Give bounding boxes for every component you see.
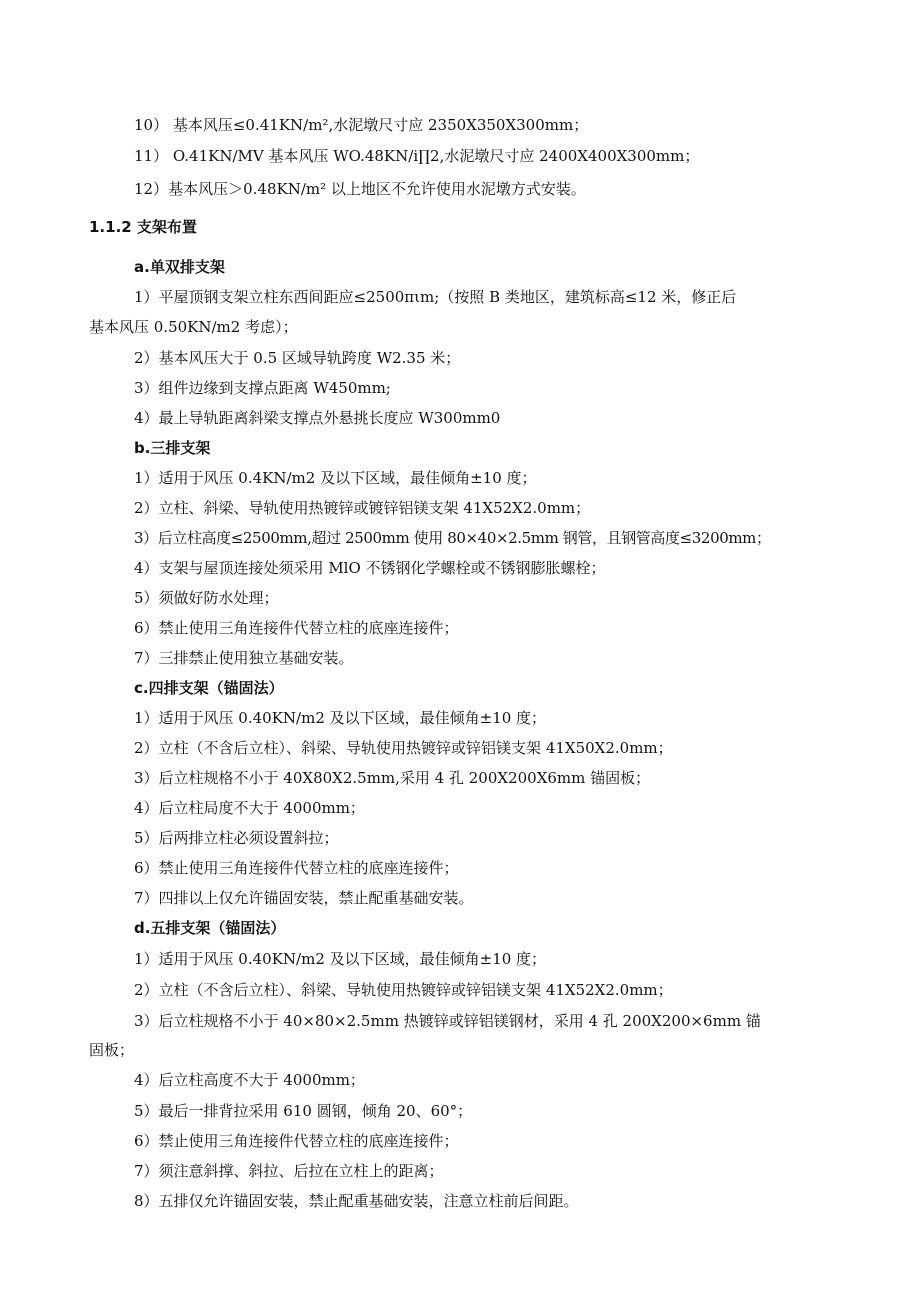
subsection-b-item-2: 2）立柱、斜梁、导轨使用热镀锌或镀锌铝镁支架 41X52X2.0mm； (134, 499, 591, 517)
subsection-b-item-4: 4）支架与屋顶连接处须采用 MlO 不锈钢化学螺栓或不锈钢膨胀螺栓； (134, 559, 606, 577)
subsection-d-item-6: 6）禁止使用三角连接件代替立柱的底座连接件； (134, 1132, 459, 1150)
subsection-b-item-3: 3）后立柱高度≤2500mm,超过 2500mm 使用 80×40×2.5mm 钢管，且钢管高度≤3200mm； (134, 529, 771, 547)
subsection-d-item-5: 5）最后一排背拉采用 610 圆钢，倾角 20、60°； (134, 1102, 473, 1120)
section-title: 1.1.2 支架布置 (89, 218, 197, 236)
intro-item-12: 12）基本风压＞0.48KN∕m² 以上地区不允许使用水泥墩方式安装。 (134, 180, 586, 198)
subsection-c-item-1: 1）适用于风压 0.40KN∕m2 及以下区域，最佳倾角±10 度； (134, 709, 547, 727)
intro-item-11: 11） O.41KN∕MV 基本风压 WO.48KN∕i∏2,水泥墩尺寸应 2400X400X300mm； (134, 147, 700, 165)
subsection-c-item-3: 3）后立柱规格不小于 40X80X2.5mm,采用 4 孔 200X200X6mm 锚固板； (134, 769, 651, 787)
subsection-a-title: a.单双排支架 (134, 258, 225, 276)
subsection-d-item-4: 4）后立柱高度不大于 4000mm； (134, 1071, 365, 1089)
subsection-a-item-2: 2）基本风压大于 0.5 区域导轨跨度 W2.35 米； (134, 349, 461, 367)
subsection-d-item-7: 7）须注意斜撑、斜拉、后拉在立柱上的距离； (134, 1162, 444, 1180)
subsection-b-item-1: 1）适用于风压 0.4KN∕m2 及以下区域，最佳倾角±10 度； (134, 469, 537, 487)
subsection-d-item-3: 3）后立柱规格不小于 40×80×2.5mm 热镀锌或锌铝镁钢材，采用 4 孔 200X200×6mm 锚 (134, 1012, 761, 1030)
intro-item-10: 10） 基本风压≤0.41KN∕m²,水泥墩尺寸应 2350X350X300mm； (134, 116, 589, 134)
subsection-c-item-6: 6）禁止使用三角连接件代替立柱的底座连接件； (134, 859, 459, 877)
subsection-b-item-6: 6）禁止使用三角连接件代替立柱的底座连接件； (134, 619, 459, 637)
subsection-c-item-4: 4）后立柱局度不大于 4000mm； (134, 799, 365, 817)
subsection-c-item-7: 7）四排以上仅允许锚固安装，禁止配重基础安装。 (134, 889, 474, 907)
subsection-d-item-8: 8）五排仅允许锚固安装，禁止配重基础安装，注意立柱前后间距。 (134, 1192, 579, 1210)
subsection-a-item-3: 3）组件边缘到支撑点距离 W450mm; (134, 379, 391, 397)
subsection-a-item-1-cont: 基本风压 0.50KN∕m2 考虑）； (89, 318, 298, 336)
subsection-c-item-2: 2）立柱（不含后立柱）、斜梁、导轨使用热镀锌或锌铝镁支架 41X50X2.0mm； (134, 739, 673, 757)
subsection-a-item-4: 4）最上导轨距离斜梁支撑点外悬挑长度应 W300mm0 (134, 409, 501, 427)
subsection-c-item-5: 5）后两排立柱必须设置斜拉； (134, 829, 339, 847)
subsection-d-title: d.五排支架（锚固法） (134, 919, 286, 937)
subsection-a-item-1: 1）平屋顶钢支架立柱东西间距应≤2500πιm;（按照 B 类地区，建筑标高≤12 米，修正后 (134, 288, 737, 306)
subsection-b-title: b.三排支架 (134, 439, 211, 457)
subsection-d-item-2: 2）立柱（不含后立柱）、斜梁、导轨使用热镀锌或锌铝镁支架 41X52X2.0mm； (134, 981, 673, 999)
subsection-b-item-5: 5）须做好防水处理； (134, 589, 279, 607)
subsection-c-title: c.四排支架（锚固法） (134, 679, 284, 697)
subsection-d-item-3-cont: 固板； (89, 1041, 135, 1059)
subsection-d-item-1: 1）适用于风压 0.40KN∕m2 及以下区域，最佳倾角±10 度； (134, 950, 547, 968)
subsection-b-item-7: 7）三排禁止使用独立基础安装。 (134, 649, 354, 667)
